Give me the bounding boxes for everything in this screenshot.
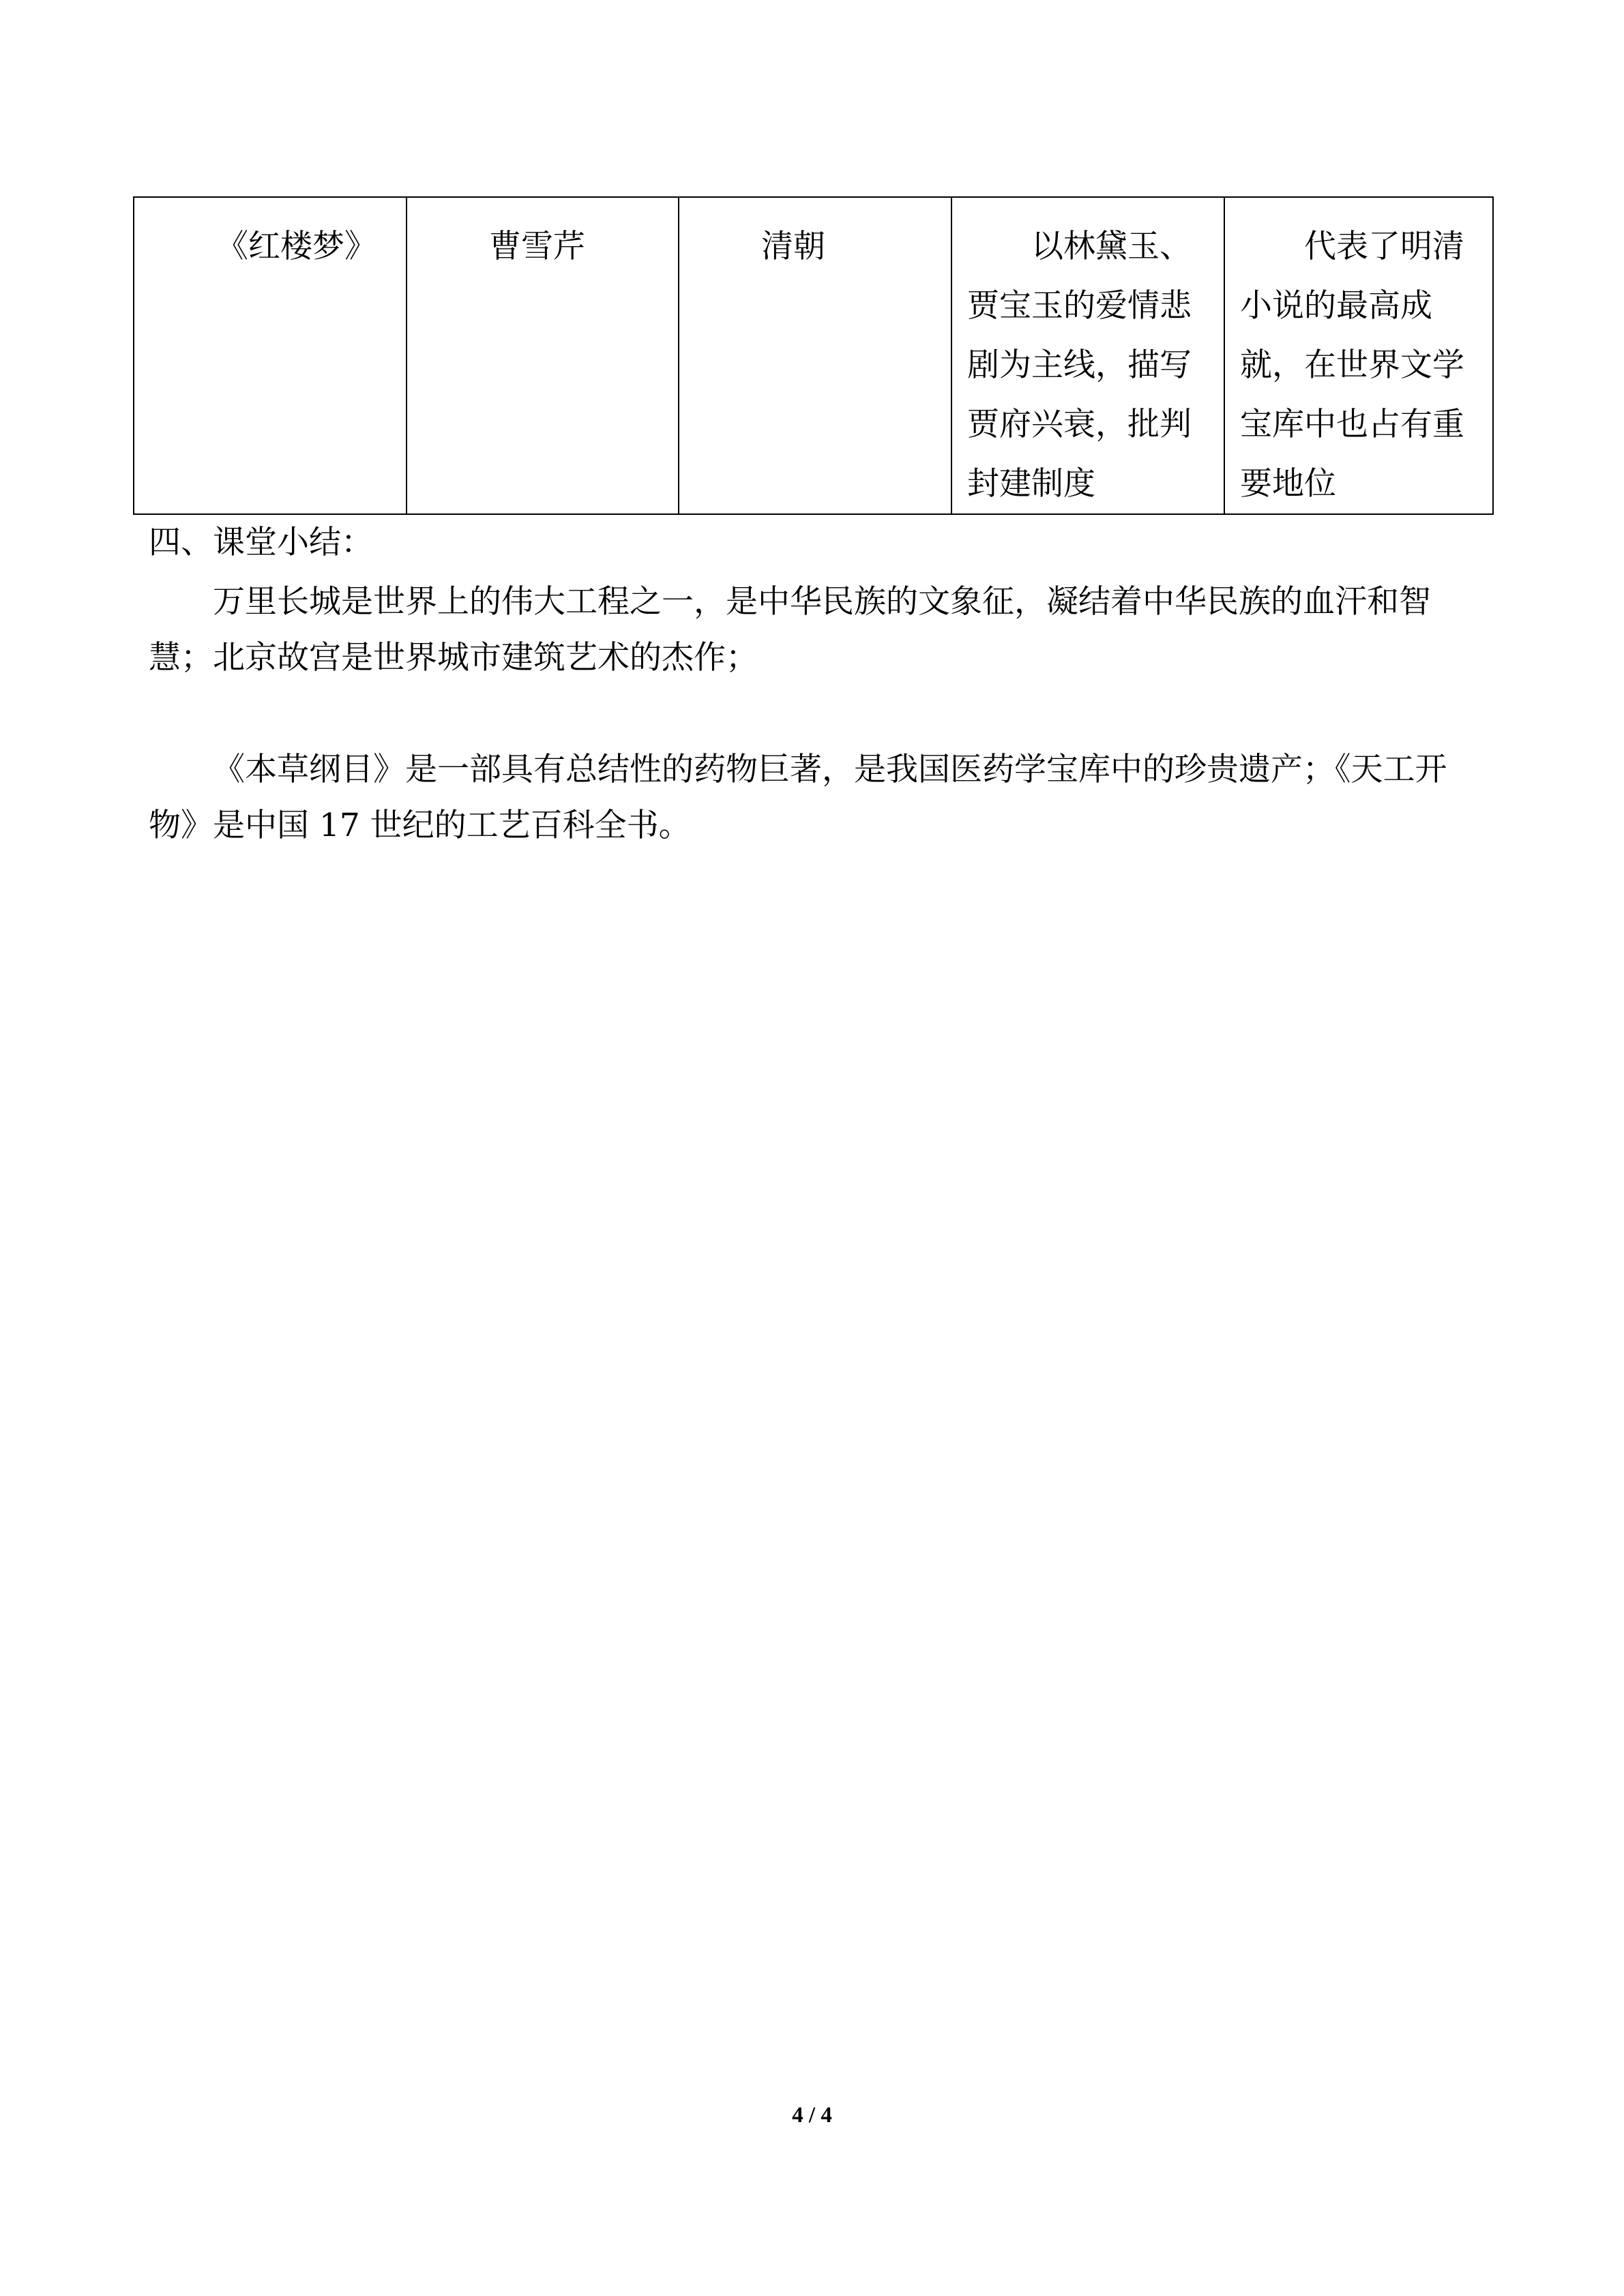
cell-title (134, 197, 407, 514)
summary-heading: 四、课堂小结： (149, 524, 373, 561)
cell-author (407, 197, 679, 514)
cell-content (951, 197, 1224, 514)
page-number: 4 / 4 (792, 2103, 832, 2128)
cell-content-text: 以林黛玉、贾宝玉的爱情悲剧为主线，描写贾府兴衰，批判封建制度 (967, 228, 1192, 503)
cell-dynasty-text: 清朝 (761, 228, 825, 265)
cell-significance (1224, 197, 1493, 514)
table-row (134, 197, 1493, 514)
summary-paragraph: 《本草纲目》是一部具有总结性的药物巨著，是我国医药学宝库中的珍贵遗产；《天工开物》是中国 17 世纪的工艺百科全书。 (149, 751, 1447, 844)
literature-table (133, 196, 1494, 515)
summary-paragraph: 万里长城是世界上的伟大工程之一，是中华民族的文象征，凝结着中华民族的血汗和智慧；北京故宫是世界城市建筑艺术的杰作； (149, 583, 1431, 676)
cell-title-text: 《红楼梦》 (216, 228, 377, 265)
cell-dynasty (679, 197, 951, 514)
cell-author-text: 曹雪芹 (489, 228, 585, 265)
cell-significance-text: 代表了明清小说的最高成就，在世界文学宝库中也占有重要地位 (1240, 228, 1464, 503)
